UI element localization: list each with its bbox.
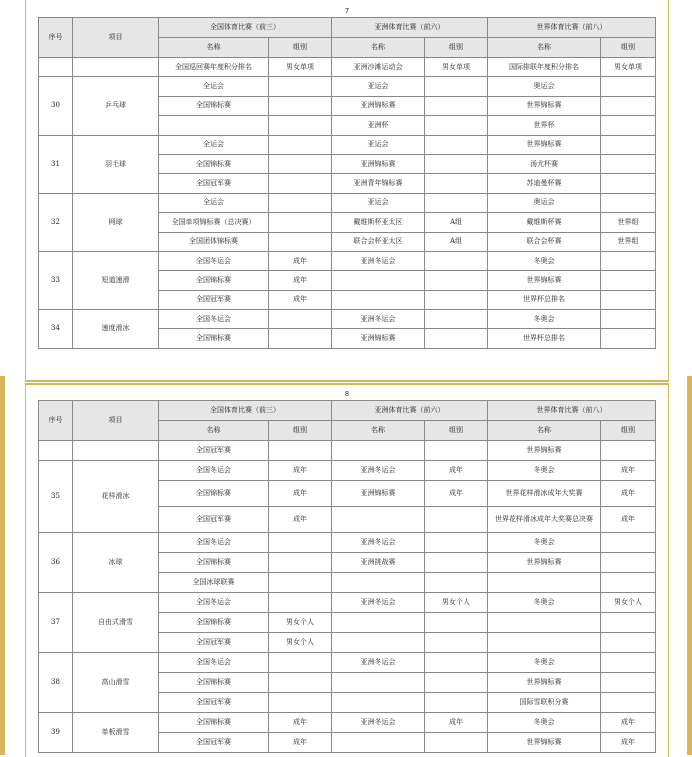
asian-name-cell: 亚洲冬运会	[332, 251, 425, 270]
national-group-cell	[269, 77, 332, 96]
table-row	[39, 193, 656, 212]
national-name-cell: 全国锦标赛	[159, 271, 269, 290]
seq-cell	[39, 441, 73, 461]
page-number: 7	[344, 7, 350, 15]
seq-cell: 32	[39, 193, 73, 251]
asian-name-cell: 戴维斯杯亚太区	[332, 213, 425, 232]
left-gold-stripe	[0, 376, 5, 755]
world-group-cell: 成年	[601, 733, 656, 753]
asian-group-cell	[425, 135, 488, 154]
national-group-cell	[269, 441, 332, 461]
left-margin-stripe	[0, 0, 12, 755]
national-group-cell	[269, 193, 332, 212]
national-group-cell	[269, 135, 332, 154]
asian-group-cell	[425, 310, 488, 329]
header-name: 名称	[159, 38, 269, 58]
asian-group-cell: A组	[425, 213, 488, 232]
asian-group-cell	[425, 174, 488, 193]
world-name-cell: 世界锦标赛	[488, 441, 601, 461]
world-name-cell: 冬奥会	[488, 533, 601, 553]
asian-name-cell: 亚洲挑战赛	[332, 553, 425, 573]
national-group-cell: 男女单项	[269, 58, 332, 77]
asian-group-cell: 成年	[425, 713, 488, 733]
asian-group-cell	[425, 290, 488, 309]
world-name-cell: 世界杯总排名	[488, 290, 601, 309]
project-cell: 速度滑冰	[73, 310, 159, 349]
world-group-cell	[601, 116, 656, 135]
world-group-cell	[601, 553, 656, 573]
asian-name-cell: 亚洲冬运会	[332, 653, 425, 673]
asian-name-cell: 亚洲沙滩运动会	[332, 58, 425, 77]
world-group-cell: 世界组	[601, 213, 656, 232]
table-row	[39, 461, 656, 481]
asian-group-cell	[425, 673, 488, 693]
national-name-cell: 全国锦标赛	[159, 329, 269, 348]
national-name-cell: 全国冬运会	[159, 653, 269, 673]
asian-group-cell: A组	[425, 232, 488, 251]
national-name-cell: 全国冠军赛	[159, 633, 269, 653]
world-group-cell	[601, 77, 656, 96]
project-cell: 冰球	[73, 533, 159, 593]
table-header	[39, 401, 656, 441]
project-cell: 乒乓球	[73, 77, 159, 135]
world-name-cell: 奥运会	[488, 193, 601, 212]
world-group-cell	[601, 653, 656, 673]
asian-name-cell	[332, 693, 425, 713]
world-group-cell	[601, 693, 656, 713]
asian-name-cell: 联合会杯亚太区	[332, 232, 425, 251]
national-name-cell: 全国冬运会	[159, 461, 269, 481]
world-group-cell	[601, 290, 656, 309]
seq-cell: 37	[39, 593, 73, 653]
project-cell: 高山滑雪	[73, 653, 159, 713]
table-row	[39, 135, 656, 154]
national-name-cell: 全国锦标赛	[159, 154, 269, 173]
table-body	[39, 58, 656, 349]
table-row	[39, 77, 656, 96]
national-group-cell	[269, 213, 332, 232]
header-world: 世界体育比赛（前八）	[488, 18, 656, 38]
header-seq: 序号	[39, 401, 73, 441]
national-name-cell	[159, 116, 269, 135]
project-cell: 短道速滑	[73, 251, 159, 309]
world-group-cell	[601, 96, 656, 115]
national-name-cell: 全运会	[159, 193, 269, 212]
asian-group-cell	[425, 653, 488, 673]
world-name-cell: 冬奥会	[488, 653, 601, 673]
seq-cell: 33	[39, 251, 73, 309]
seq-cell: 38	[39, 653, 73, 713]
header-group: 组别	[425, 38, 488, 58]
national-group-cell	[269, 593, 332, 613]
world-group-cell	[601, 673, 656, 693]
national-name-cell: 全国冠军赛	[159, 174, 269, 193]
seq-cell: 36	[39, 533, 73, 593]
asian-name-cell: 亚洲杯	[332, 116, 425, 135]
national-group-cell: 男女个人	[269, 633, 332, 653]
world-name-cell: 世界锦标赛	[488, 135, 601, 154]
national-name-cell: 全国冠军赛	[159, 290, 269, 309]
asian-name-cell: 亚洲冬运会	[332, 310, 425, 329]
header-national: 全国体育比赛（前三）	[159, 18, 332, 38]
asian-name-cell: 亚运会	[332, 193, 425, 212]
national-group-cell	[269, 573, 332, 593]
national-name-cell: 全国锦标赛	[159, 673, 269, 693]
header-world: 世界体育比赛（前八）	[488, 401, 656, 421]
world-name-cell: 世界锦标赛	[488, 733, 601, 753]
asian-name-cell: 亚洲锦标赛	[332, 154, 425, 173]
national-group-cell	[269, 693, 332, 713]
asian-group-cell	[425, 733, 488, 753]
table-row	[39, 533, 656, 553]
national-group-cell	[269, 329, 332, 348]
header-asian: 亚洲体育比赛（前六）	[332, 18, 488, 38]
world-group-cell	[601, 633, 656, 653]
national-name-cell: 全国冠军赛	[159, 441, 269, 461]
world-group-cell	[601, 573, 656, 593]
national-group-cell	[269, 154, 332, 173]
world-name-cell: 冬奥会	[488, 310, 601, 329]
world-name-cell: 冬奥会	[488, 251, 601, 270]
document-page-7	[25, 0, 669, 382]
world-name-cell: 汤尤杯赛	[488, 154, 601, 173]
world-name-cell: 世界锦标赛	[488, 271, 601, 290]
asian-name-cell	[332, 673, 425, 693]
header-project: 项目	[73, 18, 159, 58]
world-name-cell: 世界花样滑冰成年大奖赛	[488, 481, 601, 507]
asian-group-cell	[425, 553, 488, 573]
asian-group-cell	[425, 271, 488, 290]
world-group-cell	[601, 533, 656, 553]
national-group-cell: 成年	[269, 481, 332, 507]
asian-name-cell: 亚洲冬运会	[332, 713, 425, 733]
national-group-cell: 成年	[269, 271, 332, 290]
asian-name-cell: 亚洲冬运会	[332, 533, 425, 553]
world-group-cell	[601, 271, 656, 290]
national-group-cell	[269, 96, 332, 115]
national-name-cell: 全国冬运会	[159, 593, 269, 613]
header-group: 组别	[269, 38, 332, 58]
header-project: 项目	[73, 401, 159, 441]
project-cell	[73, 58, 159, 77]
asian-name-cell	[332, 271, 425, 290]
world-group-cell	[601, 154, 656, 173]
asian-group-cell	[425, 507, 488, 533]
national-name-cell: 全国冬运会	[159, 251, 269, 270]
world-name-cell: 世界锦标赛	[488, 96, 601, 115]
asian-name-cell: 亚洲锦标赛	[332, 329, 425, 348]
table-body	[39, 441, 656, 753]
table-row	[39, 593, 656, 613]
national-name-cell: 全运会	[159, 135, 269, 154]
national-group-cell: 成年	[269, 251, 332, 270]
national-name-cell: 全国锦标赛	[159, 613, 269, 633]
asian-group-cell	[425, 573, 488, 593]
national-name-cell: 全国冬运会	[159, 533, 269, 553]
national-group-cell: 成年	[269, 713, 332, 733]
asian-group-cell	[425, 613, 488, 633]
header-national: 全国体育比赛（前三）	[159, 401, 332, 421]
national-name-cell: 全国单项锦标赛（总决赛）	[159, 213, 269, 232]
asian-name-cell	[332, 733, 425, 753]
world-name-cell: 世界锦标赛	[488, 673, 601, 693]
seq-cell: 30	[39, 77, 73, 135]
asian-group-cell	[425, 251, 488, 270]
seq-cell: 35	[39, 461, 73, 533]
table-row	[39, 58, 656, 77]
project-cell	[73, 441, 159, 461]
asian-name-cell	[332, 441, 425, 461]
world-name-cell: 国际雪联积分赛	[488, 693, 601, 713]
world-name-cell	[488, 613, 601, 633]
asian-name-cell: 亚洲冬运会	[332, 461, 425, 481]
national-name-cell: 全国冰球联赛	[159, 573, 269, 593]
table-row	[39, 251, 656, 270]
asian-group-cell	[425, 693, 488, 713]
header-name: 名称	[159, 421, 269, 441]
national-group-cell	[269, 533, 332, 553]
asian-group-cell	[425, 96, 488, 115]
world-group-cell	[601, 174, 656, 193]
world-group-cell	[601, 613, 656, 633]
header-seq: 序号	[39, 18, 73, 58]
asian-group-cell	[425, 154, 488, 173]
national-group-cell: 男女个人	[269, 613, 332, 633]
asian-name-cell: 亚洲锦标赛	[332, 481, 425, 507]
asian-group-cell	[425, 329, 488, 348]
header-name: 名称	[332, 421, 425, 441]
asian-name-cell: 亚运会	[332, 135, 425, 154]
national-group-cell	[269, 116, 332, 135]
national-name-cell: 全国锦标赛	[159, 553, 269, 573]
national-group-cell	[269, 553, 332, 573]
national-group-cell	[269, 174, 332, 193]
world-group-cell: 男女单项	[601, 58, 656, 77]
competition-table	[38, 17, 656, 349]
national-name-cell: 全国锦标赛	[159, 96, 269, 115]
national-group-cell: 成年	[269, 290, 332, 309]
world-group-cell	[601, 329, 656, 348]
seq-cell: 39	[39, 713, 73, 753]
world-group-cell	[601, 251, 656, 270]
project-cell: 自由式滑雪	[73, 593, 159, 653]
world-group-cell: 成年	[601, 461, 656, 481]
asian-group-cell: 男女个人	[425, 593, 488, 613]
national-group-cell	[269, 653, 332, 673]
table-row	[39, 310, 656, 329]
national-group-cell	[269, 673, 332, 693]
competition-table	[38, 400, 656, 753]
world-group-cell	[601, 441, 656, 461]
asian-name-cell: 亚洲锦标赛	[332, 96, 425, 115]
national-name-cell: 全运会	[159, 77, 269, 96]
asian-name-cell: 亚洲青年锦标赛	[332, 174, 425, 193]
project-cell: 单板滑雪	[73, 713, 159, 753]
asian-name-cell	[332, 613, 425, 633]
world-name-cell: 世界杯总排名	[488, 329, 601, 348]
world-name-cell: 冬奥会	[488, 461, 601, 481]
asian-group-cell	[425, 193, 488, 212]
document-page-8	[25, 383, 669, 757]
world-group-cell	[601, 193, 656, 212]
national-name-cell: 全国锦标赛	[159, 713, 269, 733]
header-name: 名称	[488, 421, 601, 441]
asian-group-cell	[425, 77, 488, 96]
world-name-cell: 联合会杯赛	[488, 232, 601, 251]
header-group: 组别	[425, 421, 488, 441]
world-group-cell: 男女个人	[601, 593, 656, 613]
asian-group-cell: 成年	[425, 461, 488, 481]
asian-group-cell	[425, 116, 488, 135]
national-name-cell: 全国锦标赛	[159, 481, 269, 507]
national-group-cell: 成年	[269, 733, 332, 753]
world-name-cell: 世界锦标赛	[488, 553, 601, 573]
world-group-cell: 世界组	[601, 232, 656, 251]
right-gold-stripe	[687, 376, 692, 755]
asian-name-cell: 亚洲冬运会	[332, 593, 425, 613]
national-group-cell	[269, 232, 332, 251]
world-name-cell: 世界花样滑冰成年大奖赛总决赛	[488, 507, 601, 533]
header-group: 组别	[601, 421, 656, 441]
table-header	[39, 18, 656, 58]
world-group-cell: 成年	[601, 713, 656, 733]
national-group-cell: 成年	[269, 461, 332, 481]
world-name-cell	[488, 573, 601, 593]
world-group-cell	[601, 310, 656, 329]
table-row	[39, 441, 656, 461]
header-name: 名称	[332, 38, 425, 58]
world-name-cell: 世界杯	[488, 116, 601, 135]
header-group: 组别	[269, 421, 332, 441]
national-name-cell: 全国团体锦标赛	[159, 232, 269, 251]
world-name-cell	[488, 633, 601, 653]
header-name: 名称	[488, 38, 601, 58]
header-asian: 亚洲体育比赛（前六）	[332, 401, 488, 421]
world-group-cell: 成年	[601, 507, 656, 533]
asian-group-cell	[425, 533, 488, 553]
project-cell: 羽毛球	[73, 135, 159, 193]
national-group-cell: 成年	[269, 507, 332, 533]
world-name-cell: 奥运会	[488, 77, 601, 96]
project-cell: 花样滑冰	[73, 461, 159, 533]
world-name-cell: 苏迪曼杯赛	[488, 174, 601, 193]
national-name-cell: 全国冠军赛	[159, 507, 269, 533]
seq-cell: 34	[39, 310, 73, 349]
table-row	[39, 653, 656, 673]
national-name-cell: 全国冠军赛	[159, 693, 269, 713]
world-name-cell: 戴维斯杯赛	[488, 213, 601, 232]
national-name-cell: 全国巡回赛年度积分排名	[159, 58, 269, 77]
national-name-cell: 全国冠军赛	[159, 733, 269, 753]
asian-name-cell: 亚运会	[332, 77, 425, 96]
world-group-cell	[601, 135, 656, 154]
world-name-cell: 冬奥会	[488, 593, 601, 613]
world-name-cell: 冬奥会	[488, 713, 601, 733]
seq-cell	[39, 58, 73, 77]
asian-name-cell	[332, 507, 425, 533]
national-name-cell: 全国冬运会	[159, 310, 269, 329]
national-group-cell	[269, 310, 332, 329]
project-cell: 网球	[73, 193, 159, 251]
asian-name-cell	[332, 290, 425, 309]
header-group: 组别	[601, 38, 656, 58]
right-margin-stripe	[680, 0, 692, 755]
table-row	[39, 713, 656, 733]
world-group-cell: 成年	[601, 481, 656, 507]
asian-group-cell	[425, 441, 488, 461]
asian-name-cell	[332, 633, 425, 653]
seq-cell: 31	[39, 135, 73, 193]
page-number: 8	[344, 390, 350, 398]
asian-group-cell: 男女单项	[425, 58, 488, 77]
asian-name-cell	[332, 573, 425, 593]
asian-group-cell: 成年	[425, 481, 488, 507]
asian-group-cell	[425, 633, 488, 653]
world-name-cell: 国际排联年度积分排名	[488, 58, 601, 77]
